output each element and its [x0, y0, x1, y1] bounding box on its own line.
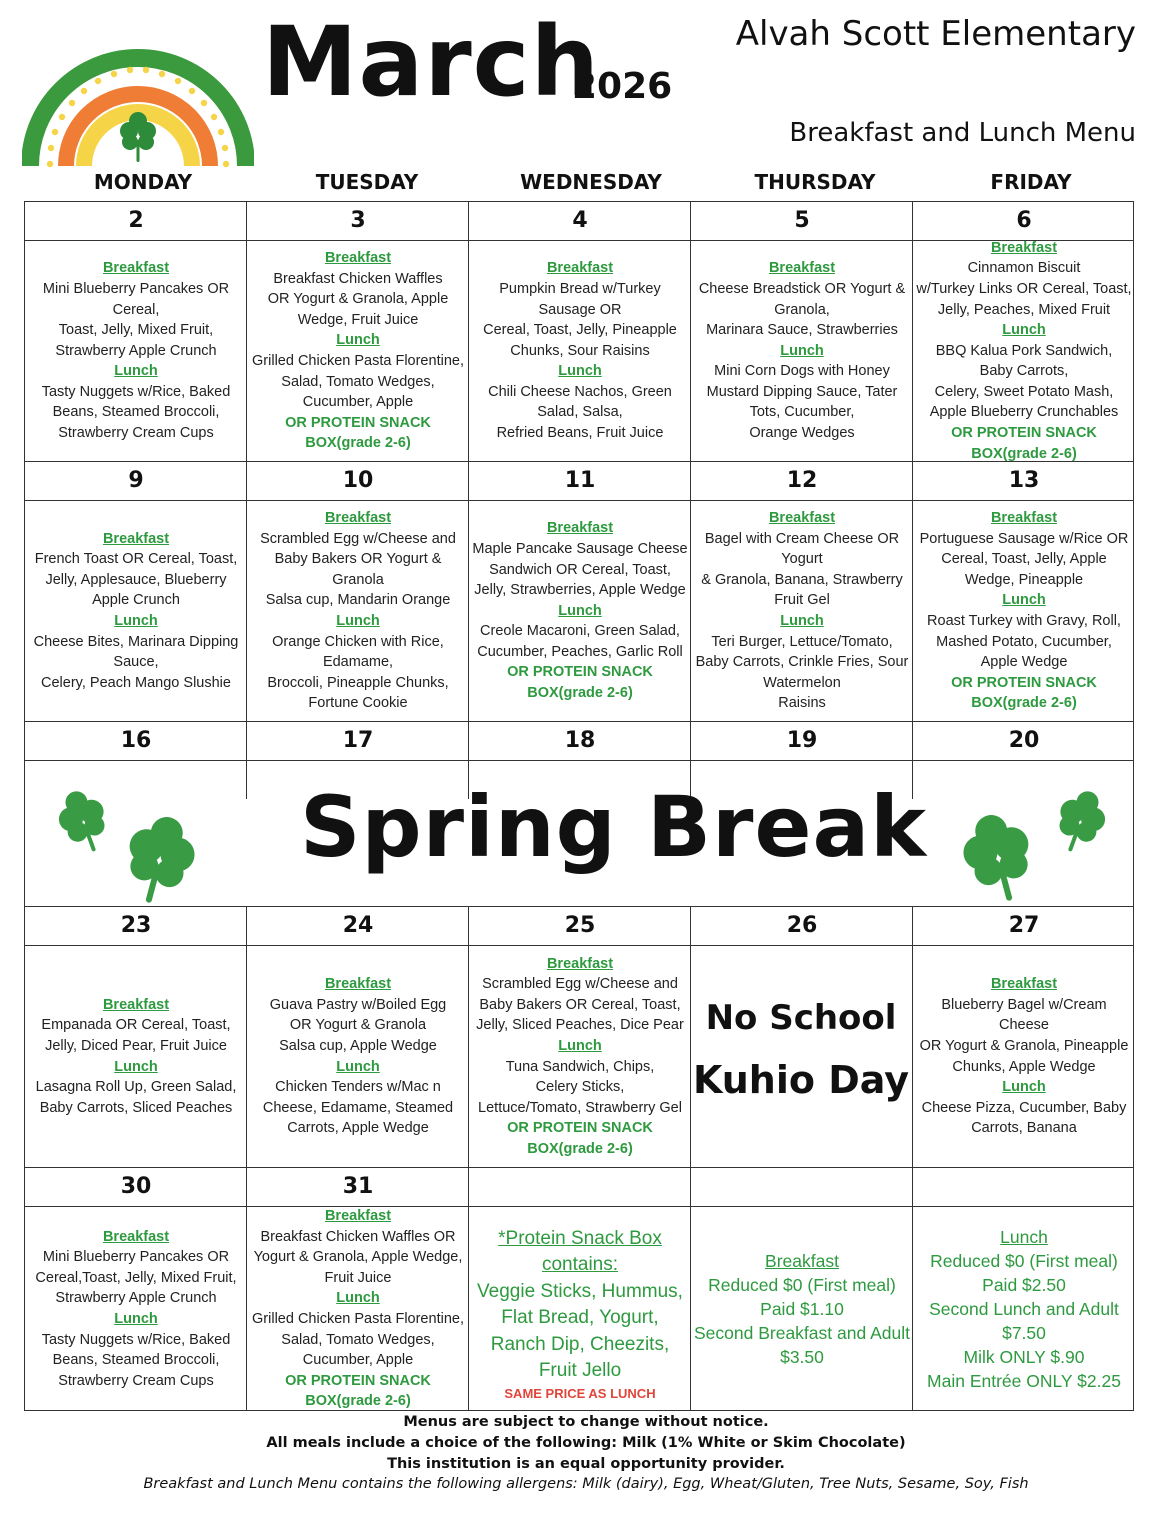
protein-snack-option: BOX(grade 2-6) — [527, 1140, 633, 1157]
breakfast-item: Cereal, Toast, Jelly, Pineapple — [483, 322, 677, 339]
breakfast-item: Cheese Breadstick OR Yogurt & — [698, 280, 906, 297]
protein-snack-option: BOX(grade 2-6) — [971, 695, 1077, 712]
footer-milk-note: All meals include a choice of the following: Milk (1% White or Skim Chocolate) — [266, 1435, 906, 1451]
breakfast-item: Fruit Gel — [774, 592, 830, 609]
lunch-item: Orange Chicken with Rice, — [272, 633, 444, 650]
lunch-item: Strawberry Cream Cups — [58, 1372, 214, 1389]
lunch-item: Celery, Sweet Potato Mash, — [934, 383, 1114, 400]
price-line: Second Breakfast and Adult — [694, 1323, 910, 1343]
lunch-item: Chili Cheese Nachos, Green — [488, 383, 672, 400]
date-25: 25 — [564, 913, 596, 938]
breakfast-item: Toast, Jelly, Mixed Fruit, — [58, 322, 214, 339]
breakfast-prices-label: Breakfast — [765, 1251, 839, 1271]
price-line: Paid $1.10 — [760, 1299, 844, 1319]
date-12: 12 — [786, 468, 818, 493]
protein-box-item: Ranch Dip, Cheezits, — [490, 1333, 670, 1355]
protein-snack-option: BOX(grade 2-6) — [527, 685, 633, 702]
protein-snack-option: BOX(grade 2-6) — [305, 1393, 411, 1410]
breakfast-item: Yogurt — [781, 551, 823, 568]
breakfast-item: Breakfast Chicken Waffles — [273, 270, 443, 287]
lunch-item: Salad, Tomato Wedges, — [281, 1331, 435, 1348]
lunch-item: Raisins — [778, 695, 826, 712]
lunch-item: BBQ Kalua Pork Sandwich, — [935, 342, 1113, 359]
breakfast-label: Breakfast — [324, 1208, 392, 1225]
date-11: 11 — [564, 468, 596, 493]
breakfast-item: Cereal, Toast, Jelly, Apple — [941, 551, 1107, 568]
breakfast-item: Baby Bakers OR Cereal, Toast, — [479, 996, 681, 1013]
breakfast-item: Breakfast Chicken Waffles OR — [260, 1228, 456, 1245]
lunch-label: Lunch — [558, 363, 602, 380]
shamrock-icon — [1040, 788, 1120, 858]
menu-cell-mar-4 — [469, 241, 691, 461]
protein-box-item: Fruit Jello — [538, 1360, 622, 1381]
rainbow-shamrock-logo — [22, 24, 254, 174]
breakfast-label: Breakfast — [990, 510, 1058, 527]
breakfast-item: w/Turkey Links OR Cereal, Toast, — [916, 280, 1132, 297]
breakfast-item: OR Yogurt & Granola, Pineapple — [919, 1037, 1129, 1054]
menu-cell-mar-31 — [247, 1207, 469, 1411]
date-27: 27 — [1008, 913, 1040, 938]
breakfast-item: Cereal,Toast, Jelly, Mixed Fruit, — [35, 1269, 237, 1286]
no-school-line: No School — [705, 998, 897, 1038]
breakfast-item: French Toast OR Cereal, Toast, — [34, 551, 238, 568]
lunch-item: Refried Beans, Fruit Juice — [496, 425, 664, 442]
lunch-item: Watermelon — [763, 674, 841, 691]
lunch-item: Cucumber, Peaches, Garlic Roll — [477, 643, 683, 660]
footer-change-notice: Menus are subject to change without notice. — [403, 1414, 769, 1430]
protein-snack-option: OR PROTEIN SNACK — [285, 1372, 431, 1389]
breakfast-label: Breakfast — [102, 530, 170, 547]
date-10: 10 — [342, 468, 374, 493]
breakfast-item: Wedge, Fruit Juice — [297, 311, 419, 328]
lunch-label: Lunch — [114, 1058, 158, 1075]
protein-snack-option: OR PROTEIN SNACK — [951, 674, 1097, 691]
lunch-label: Lunch — [1002, 1079, 1046, 1096]
breakfast-item: Jelly, Diced Pear, Fruit Juice — [45, 1037, 227, 1054]
school-name: Alvah Scott Elementary — [735, 14, 1136, 54]
lunch-item: Cheese Bites, Marinara Dipping — [33, 633, 239, 650]
lunch-item: Baby Carrots, — [979, 363, 1069, 380]
menu-subtitle: Breakfast and Lunch Menu — [789, 118, 1136, 148]
lunch-item: Edamame, — [322, 654, 394, 671]
lunch-item: Lettuce/Tomato, Strawberry Gel — [478, 1099, 682, 1116]
date-19: 19 — [786, 728, 818, 753]
breakfast-item: Empanada OR Cereal, Toast, — [41, 1017, 231, 1034]
breakfast-item: Strawberry Apple Crunch — [55, 1290, 217, 1307]
breakfast-item: Guava Pastry w/Boiled Egg — [269, 996, 447, 1013]
lunch-label: Lunch — [780, 613, 824, 629]
lunch-label: Lunch — [558, 1037, 602, 1054]
breakfast-label: Breakfast — [102, 1228, 170, 1245]
menu-cell-mar-30 — [25, 1207, 247, 1411]
date-9: 9 — [128, 468, 144, 493]
price-line: Second Lunch and Adult — [929, 1299, 1119, 1319]
lunch-item: Tasty Nuggets w/Rice, Baked — [41, 1331, 231, 1348]
breakfast-label: Breakfast — [546, 955, 614, 972]
menu-cell-mar-27 — [913, 946, 1135, 1167]
breakfast-label: Breakfast — [324, 250, 392, 267]
lunch-item: Baby Carrots, Sliced Peaches — [39, 1099, 233, 1116]
price-line: $7.50 — [1002, 1323, 1046, 1343]
spring-break-banner: Spring Break — [300, 778, 927, 876]
lunch-item: Apple Wedge — [980, 654, 1068, 671]
protein-snack-option: BOX(grade 2-6) — [971, 445, 1077, 461]
breakfast-label: Breakfast — [324, 510, 392, 527]
menu-cell-mar-23 — [25, 946, 247, 1167]
lunch-label: Lunch — [558, 602, 602, 619]
breakfast-item: Pumpkin Bread w/Turkey — [499, 280, 661, 297]
lunch-item: Cheese, Edamame, Steamed — [262, 1099, 454, 1116]
menu-cell-mar-11 — [469, 501, 691, 721]
lunch-item: Roast Turkey with Gravy, Roll, — [927, 613, 1121, 629]
date-31: 31 — [342, 1174, 374, 1199]
lunch-item: Beans, Steamed Broccoli, — [52, 1352, 220, 1369]
breakfast-item: Chunks, Apple Wedge — [952, 1058, 1096, 1075]
lunch-item: Cucumber, Apple — [302, 1352, 414, 1369]
lunch-label: Lunch — [336, 613, 380, 629]
lunch-item: Lasagna Roll Up, Green Salad, — [35, 1079, 237, 1096]
breakfast-item: Sandwich OR Cereal, Toast, — [489, 561, 671, 578]
breakfast-label: Breakfast — [102, 260, 170, 277]
lunch-item: Grilled Chicken Pasta Florentine, — [252, 1311, 464, 1327]
breakfast-item: Jelly, Sliced Peaches, Dice Pear — [476, 1017, 684, 1034]
lunch-item: Beans, Steamed Broccoli, — [52, 404, 220, 421]
breakfast-item: Jelly, Applesauce, Blueberry — [45, 571, 227, 588]
breakfast-item: Marinara Sauce, Strawberries — [706, 322, 898, 339]
breakfast-prices — [691, 1207, 913, 1411]
breakfast-item: Apple Crunch — [92, 592, 180, 609]
protein-snack-option: BOX(grade 2-6) — [305, 435, 411, 452]
menu-cell-mar-3 — [247, 241, 469, 461]
price-line: $3.50 — [780, 1347, 824, 1367]
date-5: 5 — [794, 208, 810, 233]
lunch-item: Baby Carrots, Crinkle Fries, Sour — [695, 654, 909, 671]
lunch-label: Lunch — [114, 1311, 158, 1327]
menu-cell-mar-12 — [691, 501, 913, 721]
date-30: 30 — [120, 1174, 152, 1199]
breakfast-label: Breakfast — [102, 996, 170, 1013]
lunch-item: Orange Wedges — [749, 425, 855, 442]
lunch-prices-label: Lunch — [1000, 1227, 1048, 1247]
price-line: Reduced $0 (First meal) — [708, 1275, 896, 1295]
month-title: March — [262, 6, 600, 118]
date-26: 26 — [786, 913, 818, 938]
lunch-label: Lunch — [780, 342, 824, 359]
year-title: 2026 — [572, 66, 673, 107]
breakfast-item: Granola, — [774, 301, 830, 318]
lunch-label: Lunch — [114, 613, 158, 629]
menu-cell-mar-9 — [25, 501, 247, 721]
breakfast-item: Strawberry Apple Crunch — [55, 342, 217, 359]
protein-snack-option: OR PROTEIN SNACK — [951, 425, 1097, 442]
breakfast-item: Mini Blueberry Pancakes OR — [42, 1249, 230, 1266]
breakfast-item: Wedge, Pineapple — [964, 571, 1084, 588]
breakfast-item: Cheese — [999, 1017, 1049, 1034]
lunch-item: Tuna Sandwich, Chips, — [505, 1058, 655, 1075]
shamrock-icon — [104, 812, 214, 912]
lunch-item: Mustard Dipping Sauce, Tater — [706, 383, 898, 400]
date-20: 20 — [1008, 728, 1040, 753]
lunch-item: Creole Macaroni, Green Salad, — [480, 623, 680, 640]
breakfast-item: Scrambled Egg w/Cheese and — [260, 530, 456, 547]
lunch-label: Lunch — [1002, 592, 1046, 609]
lunch-item: Mini Corn Dogs with Honey — [714, 363, 890, 380]
breakfast-label: Breakfast — [768, 260, 836, 277]
breakfast-item: Salsa cup, Mandarin Orange — [265, 592, 451, 609]
price-line: Main Entrée ONLY $2.25 — [927, 1371, 1121, 1391]
protein-box-info — [469, 1207, 691, 1411]
menu-cell-mar-5 — [691, 241, 913, 461]
date-17: 17 — [342, 728, 374, 753]
protein-box-item: Veggie Sticks, Hummus, — [477, 1280, 683, 1302]
breakfast-item: Salsa cup, Apple Wedge — [279, 1037, 437, 1054]
lunch-label: Lunch — [336, 332, 380, 349]
date-2: 2 — [128, 208, 144, 233]
lunch-label: Lunch — [336, 1290, 380, 1307]
weekday-wednesday: WEDNESDAY — [520, 170, 662, 194]
lunch-item: Cheese Pizza, Cucumber, Baby — [921, 1099, 1127, 1116]
protein-snack-option: OR PROTEIN SNACK — [507, 1120, 653, 1137]
breakfast-item: Sausage OR — [538, 301, 622, 318]
lunch-label: Lunch — [114, 363, 158, 380]
breakfast-item: Jelly, Peaches, Mixed Fruit — [937, 301, 1111, 318]
protein-box-item: Flat Bread, Yogurt, — [501, 1307, 659, 1328]
lunch-item: Carrots, Apple Wedge — [287, 1120, 429, 1137]
lunch-item: Tots, Cucumber, — [749, 404, 855, 421]
breakfast-label: Breakfast — [546, 260, 614, 277]
breakfast-item: Fruit Juice — [324, 1269, 392, 1286]
breakfast-item: & Granola, Banana, Strawberry — [701, 571, 903, 588]
weekday-header — [24, 170, 1134, 198]
date-3: 3 — [350, 208, 366, 233]
breakfast-item: Bagel with Cream Cheese OR — [704, 530, 900, 547]
breakfast-item: Yogurt & Granola, Apple Wedge, — [253, 1249, 463, 1266]
breakfast-label: Breakfast — [324, 976, 392, 993]
price-line: Milk ONLY $.90 — [963, 1347, 1085, 1367]
breakfast-item: Chunks, Sour Raisins — [510, 342, 650, 359]
date-6: 6 — [1016, 208, 1032, 233]
date-23: 23 — [120, 913, 152, 938]
lunch-item: Mashed Potato, Cucumber, — [936, 633, 1112, 650]
weekday-thursday: THURSDAY — [754, 170, 876, 194]
lunch-item: Tasty Nuggets w/Rice, Baked — [41, 383, 231, 400]
date-4: 4 — [572, 208, 588, 233]
date-24: 24 — [342, 913, 374, 938]
breakfast-item: Cinnamon Biscuit — [967, 260, 1081, 277]
menu-cell-mar-10 — [247, 501, 469, 721]
lunch-label: Lunch — [336, 1058, 380, 1075]
lunch-item: Salad, Salsa, — [537, 404, 623, 421]
lunch-item: Teri Burger, Lettuce/Tomato, — [711, 633, 893, 650]
breakfast-item: Jelly, Strawberries, Apple Wedge — [474, 582, 686, 599]
breakfast-item: Portuguese Sausage w/Rice OR — [919, 530, 1129, 547]
lunch-item: Strawberry Cream Cups — [58, 425, 214, 442]
price-line: Reduced $0 (First meal) — [930, 1251, 1118, 1271]
protein-box-title-2: contains: — [541, 1254, 619, 1275]
breakfast-item: OR Yogurt & Granola, Apple — [267, 291, 449, 308]
menu-cell-mar-24 — [247, 946, 469, 1167]
lunch-item: Sauce, — [113, 654, 159, 671]
price-line: Paid $2.50 — [982, 1275, 1066, 1295]
lunch-item: Fortune Cookie — [308, 695, 408, 712]
holiday-name: Kuhio Day — [692, 1058, 910, 1102]
breakfast-item: OR Yogurt & Granola — [289, 1017, 427, 1034]
menu-cell-mar-2 — [25, 241, 247, 461]
breakfast-item: Maple Pancake Sausage Cheese — [472, 540, 688, 557]
breakfast-label: Breakfast — [546, 520, 614, 537]
breakfast-item: Baby Bakers OR Yogurt & — [274, 551, 442, 568]
lunch-item: Grilled Chicken Pasta Florentine, — [252, 353, 464, 369]
shamrock-icon — [944, 810, 1054, 910]
breakfast-item: Scrambled Egg w/Cheese and — [482, 976, 678, 993]
lunch-item: Apple Blueberry Crunchables — [929, 404, 1119, 421]
menu-cell-mar-13 — [913, 501, 1135, 721]
lunch-item: Salad, Tomato Wedges, — [281, 373, 435, 390]
lunch-item: Celery, Peach Mango Slushie — [41, 674, 231, 691]
breakfast-label: Breakfast — [768, 510, 836, 527]
weekday-monday: MONDAY — [93, 170, 193, 194]
protein-snack-option: OR PROTEIN SNACK — [507, 664, 653, 681]
date-18: 18 — [564, 728, 596, 753]
footer-eeo: This institution is an equal opportunity provider. — [387, 1456, 785, 1472]
menu-cell-mar-25 — [469, 946, 691, 1167]
weekday-tuesday: TUESDAY — [315, 170, 419, 194]
lunch-prices — [913, 1207, 1135, 1411]
lunch-item: Carrots, Banana — [971, 1120, 1077, 1137]
menu-cell-mar-6 — [913, 241, 1135, 461]
protein-snack-option: OR PROTEIN SNACK — [285, 414, 431, 431]
lunch-item: Broccoli, Pineapple Chunks, — [267, 674, 449, 691]
breakfast-item: Cereal, — [112, 301, 160, 318]
lunch-label: Lunch — [1002, 322, 1046, 339]
breakfast-label: Breakfast — [990, 976, 1058, 993]
weekday-friday: FRIDAY — [990, 170, 1072, 194]
protein-box-note: SAME PRICE AS LUNCH — [504, 1385, 656, 1401]
lunch-item: Cucumber, Apple — [302, 394, 414, 411]
date-13: 13 — [1008, 468, 1040, 493]
breakfast-item: Mini Blueberry Pancakes OR — [42, 280, 230, 297]
lunch-item: Chicken Tenders w/Mac n — [275, 1079, 441, 1096]
no-school-notice — [690, 988, 912, 1112]
protein-box-title: *Protein Snack Box — [498, 1227, 662, 1249]
lunch-item: Celery Sticks, — [535, 1079, 625, 1096]
breakfast-label: Breakfast — [990, 241, 1058, 256]
breakfast-item: Granola — [332, 571, 384, 588]
date-16: 16 — [120, 728, 152, 753]
footer-allergens: Breakfast and Lunch Menu contains the following allergens: Milk (dairy), Egg, Wheat/Gluten, Tree Nuts, Sesame, Soy, Fish — [143, 1476, 1029, 1492]
breakfast-item: Blueberry Bagel w/Cream — [941, 996, 1107, 1013]
